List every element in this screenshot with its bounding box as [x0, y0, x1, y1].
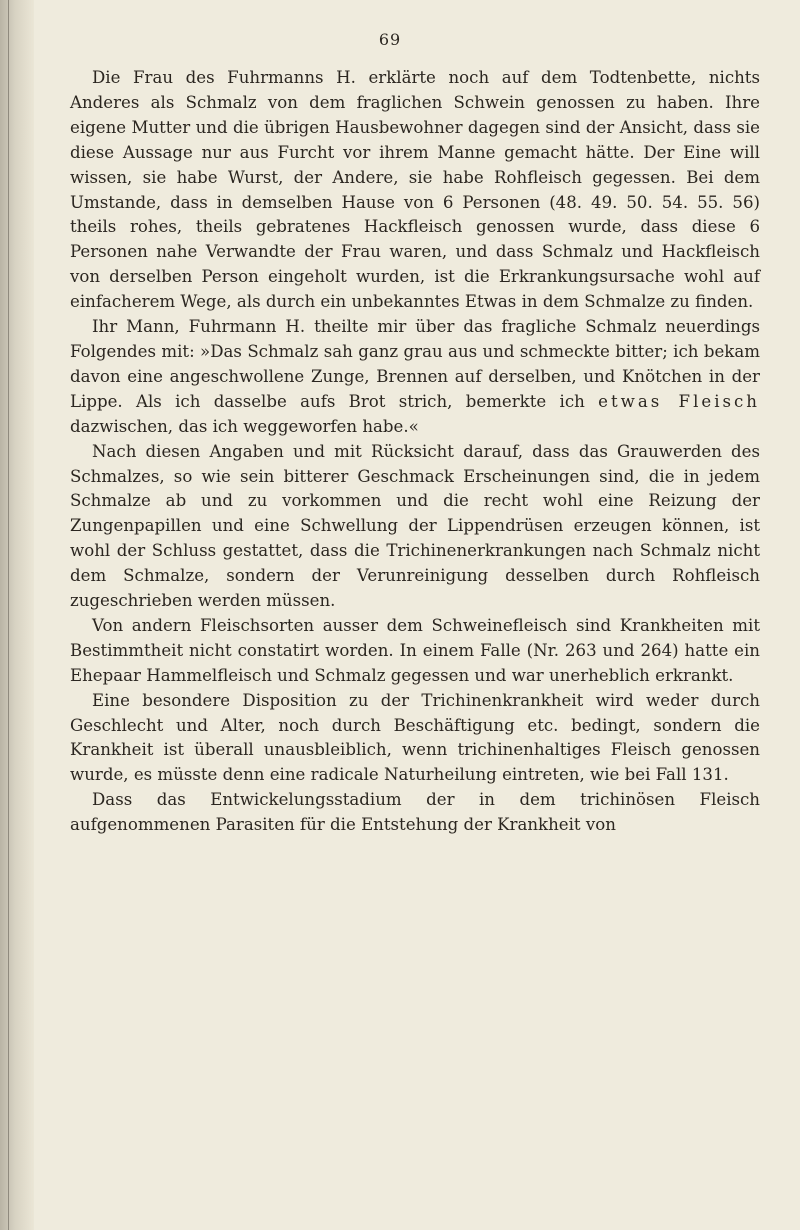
- paragraph-5: Eine besondere Disposition zu der Trichinenkrankheit wird weder durch Geschlecht und Alter, noch durch Beschäftigung etc. bedingt, sondern die Krankheit ist überall unausbleiblich, wenn trichinenhaltiges Fleisch genossen wurde, es müsste denn eine radicale Naturheilung eintreten, wie bei Fall 131.: [70, 690, 760, 785]
- page-number: 69: [378, 30, 402, 49]
- spaced-emphasis: etwas Fleisch: [598, 391, 760, 411]
- paragraph-6: Dass das Entwickelungsstadium der in dem trichinösen Fleisch aufgenommenen Parasiten für die Entstehung der Krankheit von: [70, 790, 760, 835]
- paragraph-1: Die Frau des Fuhrmanns H. erklärte noch auf dem Todtenbette, nichts Anderes als Schmalz von dem fraglichen Schwein genossen zu haben. Ihre eigene Mutter und die übrigen Hausbewohner dagegen sind der Ansicht, dass sie diese Aussage nur aus Furcht vor ihrem Manne gemacht hätte. Der Eine will wissen, sie habe Wurst, der Andere, sie habe Rohfleisch gegessen. Bei dem Umstande, dass in demselben Hause von 6 Personen (48. 49. 50. 54. 55. 56) theils rohes, theils gebratenes Hackfleisch genossen wurde, dass diese 6 Personen nahe Verwandte der Frau waren, und dass Schmalz und Hackfleisch von derselben Person eingeholt wurden, ist die Erkrankungsursache wohl auf einfacherem Wege, als durch ein unbekanntes Etwas in dem Schmalze zu finden.: [70, 68, 760, 312]
- binding-gutter: [0, 0, 34, 1230]
- paragraph-4: Von andern Fleischsorten ausser dem Schweinefleisch sind Krankheiten mit Bestimmtheit nicht constatirt worden. In einem Falle (Nr. 263 und 264) hatte ein Ehepaar Hammelfleisch und Schmalz gegessen und war unerheblich erkrankt.: [70, 615, 760, 685]
- book-page: [70, 30, 760, 838]
- binding-edge-line: [8, 0, 9, 1230]
- paragraph-3: Nach diesen Angaben und mit Rücksicht darauf, dass das Grauwerden des Schmalzes, so wie sein bitterer Geschmack Erscheinungen sind, die in jedem Schmalze ab und zu vorkommen und die recht wohl eine Reizung der Zungenpapillen und eine Schwellung der Lippendrüsen erzeugen können, ist wohl der Schluss gestattet, dass die Trichinenerkrankungen nach Schmalz nicht dem Schmalze, sondern der Verunreinigung desselben durch Rohfleisch zugeschrieben werden müssen.: [70, 441, 760, 611]
- paragraph-2: Ihr Mann, Fuhrmann H. theilte mir über das fragliche Schmalz neuerdings Folgendes mit: »Das Schmalz sah ganz grau aus und schmeckte bitter; ich bekam davon eine angeschwollene Zunge, Brennen auf derselben, und Knötchen in der Lippe. Als ich dasselbe aufs Brot strich, bemerkte ich etwas Fleisch dazwischen, das ich weggeworfen habe.«: [70, 317, 760, 436]
